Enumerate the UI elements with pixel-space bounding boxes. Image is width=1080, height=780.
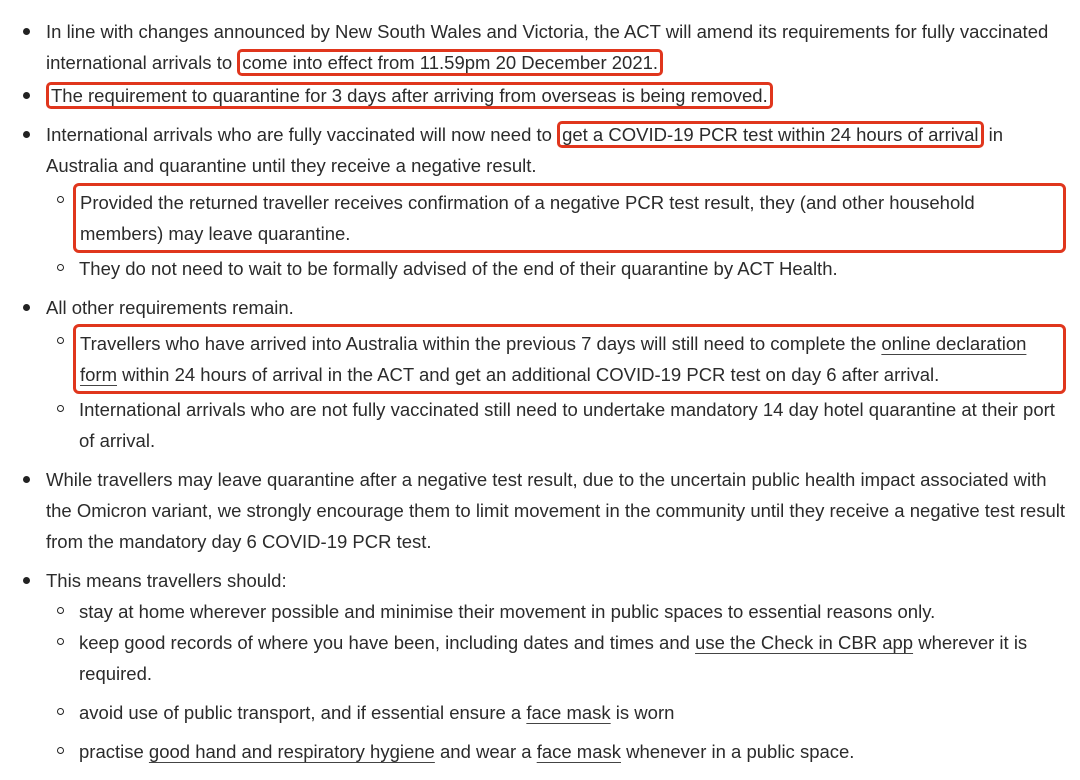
- circle-bullet-icon: [57, 708, 64, 715]
- sub-item-text: stay at home wherever possible and minimise their movement in public spaces to essential reasons only.: [79, 601, 936, 622]
- highlighted-text: The requirement to quarantine for 3 days after arriving from overseas is being removed.: [46, 82, 773, 109]
- sub-item-text: wherever it is required.: [79, 632, 1028, 684]
- highlighted-block: [73, 183, 1066, 253]
- item-text: This means travellers should:: [46, 570, 287, 591]
- circle-bullet-icon: [57, 405, 64, 412]
- sub-item-text: avoid use of public transport, and if essential ensure a: [79, 702, 527, 723]
- list-item: [0, 16, 1070, 78]
- circle-bullet-icon: [57, 747, 64, 754]
- sub-list-item: [46, 183, 1070, 253]
- sub-item-text: They do not need to wait to be formally advised of the end of their quarantine by ACT Health.: [79, 258, 838, 279]
- bullet-icon: [23, 92, 30, 99]
- list-item: [0, 565, 1070, 767]
- sub-list: [46, 183, 1070, 284]
- item-text: In line with changes announced by New South Wales and Victoria, the ACT will amend its requirements for fully vaccinated international arrivals to: [46, 21, 1049, 73]
- requirements-list: [0, 8, 1070, 767]
- circle-bullet-icon: [57, 264, 64, 271]
- online-declaration-form-link[interactable]: online declaration form: [80, 333, 1027, 385]
- highlighted-block: [73, 324, 1066, 394]
- bullet-icon: [23, 131, 30, 138]
- sub-list: [46, 324, 1070, 456]
- sub-list-item: [46, 394, 1070, 456]
- check-in-cbr-app-link[interactable]: use the Check in CBR app: [695, 632, 914, 653]
- face-mask-link[interactable]: face mask: [526, 702, 611, 723]
- list-item: [0, 464, 1070, 557]
- sub-list-item: [46, 324, 1070, 394]
- bullet-icon: [23, 476, 30, 483]
- circle-bullet-icon: [57, 607, 64, 614]
- item-text: International arrivals who are fully vaccinated will now need to: [46, 124, 558, 145]
- item-text: in Australia and quarantine until they receive a negative result.: [46, 124, 1004, 176]
- item-text: All other requirements remain.: [46, 297, 294, 318]
- list-item: [0, 80, 1070, 111]
- list-item: [0, 119, 1070, 284]
- sub-item-text: International arrivals who are not fully vaccinated still need to undertake mandatory 14 day hotel quarantine at their port of arrival.: [79, 399, 1055, 451]
- circle-bullet-icon: [57, 638, 64, 645]
- bullet-icon: [23, 577, 30, 584]
- sub-item-text: is worn: [610, 702, 675, 723]
- sub-list-item: [46, 627, 1070, 689]
- bullet-icon: [23, 304, 30, 311]
- list-item: [0, 292, 1070, 456]
- sub-item-text: practise: [79, 741, 149, 762]
- highlighted-text: come into effect from 11.59pm 20 December 2021.: [237, 49, 663, 76]
- sub-item-text: within 24 hours of arrival in the ACT and get an additional COVID-19 PCR test on day 6 after arrival.: [117, 364, 940, 385]
- bullet-icon: [23, 28, 30, 35]
- sub-item-text: and wear a: [434, 741, 537, 762]
- sub-list-item: [46, 596, 1070, 627]
- face-mask-link[interactable]: face mask: [536, 741, 621, 762]
- circle-bullet-icon: [57, 337, 64, 344]
- sub-list-item: [46, 736, 1070, 767]
- sub-item-text: Travellers who have arrived into Australia within the previous 7 days will still need to complete the: [80, 333, 882, 354]
- sub-item-text: whenever in a public space.: [621, 741, 855, 762]
- item-text: While travellers may leave quarantine after a negative test result, due to the uncertain public health impact associated with the Omicron variant, we strongly encourage them to limit movement in the community until they receive a negative test result from the mandatory day 6 COVID-19 PCR test.: [46, 469, 1065, 552]
- sub-list: [46, 596, 1070, 767]
- hand-respiratory-hygiene-link[interactable]: good hand and respiratory hygiene: [148, 741, 435, 762]
- sub-list-item: [46, 253, 1070, 284]
- highlighted-text: get a COVID-19 PCR test within 24 hours of arrival: [557, 121, 983, 148]
- sub-item-text: keep good records of where you have been, including dates and times and: [79, 632, 696, 653]
- sub-list-item: [46, 697, 1070, 728]
- sub-item-text: Provided the returned traveller receives confirmation of a negative PCR test result, they (and other household members) may leave quarantine.: [80, 192, 975, 244]
- circle-bullet-icon: [57, 196, 64, 203]
